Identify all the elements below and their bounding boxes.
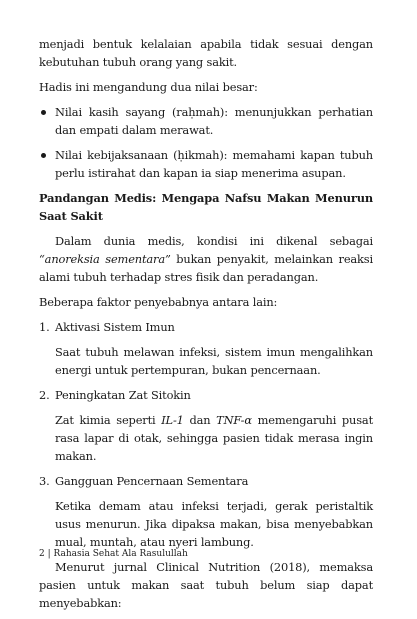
list-number: 1.: [39, 320, 50, 334]
list-item-title: [39, 318, 373, 336]
description-text: Ketika demam atau infeksi terjadi, gerak peristaltik usus menurun. Jika dipaksa makan, bisa menyebabkan mual, muntah, atau nyeri lambung.: [55, 499, 373, 549]
text-span: memengaruhi pusat rasa lapar di otak, sehingga pasien tidak merasa ingin makan.: [55, 413, 373, 463]
paragraph-medical: [39, 232, 373, 286]
paragraph-hadith-values: Hadis ini mengandung dua nilai besar:: [39, 80, 258, 94]
list-item-title: [39, 386, 373, 404]
emphasis-term: TNF-α: [216, 413, 252, 427]
bullet-dot-icon: [41, 153, 46, 158]
bullet-item: [39, 103, 373, 139]
description-text: Saat tubuh melawan infeksi, sistem imun mengalihkan energi untuk pertempuran, bukan pencernaan.: [55, 345, 373, 377]
list-item-description: [39, 497, 373, 551]
list-number: 3.: [39, 474, 50, 488]
emphasis-term: IL-1: [161, 413, 184, 427]
paragraph-journal: Menurut jurnal Clinical Nutrition (2018), memaksa pasien untuk makan saat tubuh belum siap dapat menyebabkan:: [39, 560, 373, 610]
bullet-text: Nilai kasih sayang (raḥmah): menunjukkan perhatian dan empati dalam merawat.: [55, 105, 373, 137]
emphasis-term: “anoreksia sementara”: [39, 252, 171, 266]
page-footer: 2 | Rahasia Sehat Ala Rasulullah: [39, 549, 188, 559]
list-title-text: Peningkatan Zat Sitokin: [55, 388, 191, 402]
list-title-text: Aktivasi Sistem Imun: [55, 320, 175, 334]
list-item: [39, 318, 373, 379]
bullet-item: [39, 146, 373, 182]
bullet-text: Nilai kebijaksanaan (ḥikmah): memahami kapan tubuh perlu istirahat dan kapan ia siap menerima asupan.: [55, 148, 373, 180]
text-span: Zat kimia seperti: [55, 413, 162, 427]
text-span: bukan penyakit, melainkan reaksi alami tubuh terhadap stres fisik dan peradangan.: [39, 252, 373, 284]
list-item: [39, 386, 373, 465]
list-item-description: [39, 343, 373, 379]
list-title-text: Gangguan Pencernaan Sementara: [55, 474, 249, 488]
factors-numbered-list: [39, 318, 373, 551]
list-number: 2.: [39, 388, 50, 402]
paragraph-factors-intro: Beberapa faktor penyebabnya antara lain:: [39, 295, 278, 309]
section-heading: Pandangan Medis: Mengapa Nafsu Makan Menurun Saat Sakit: [39, 191, 373, 223]
values-bullet-list: [39, 103, 373, 182]
text-span: Dalam dunia medis, kondisi ini dikenal sebagai: [55, 234, 373, 248]
bullet-dot-icon: [41, 110, 46, 115]
text-span: dan: [183, 413, 217, 427]
list-item: [39, 472, 373, 551]
list-item-title: [39, 472, 373, 490]
list-item-description: [39, 411, 373, 465]
paragraph-continuation: menjadi bentuk kelalaian apabila tidak sesuai dengan kebutuhan tubuh orang yang sakit.: [39, 37, 373, 69]
page-body: [39, 35, 373, 619]
